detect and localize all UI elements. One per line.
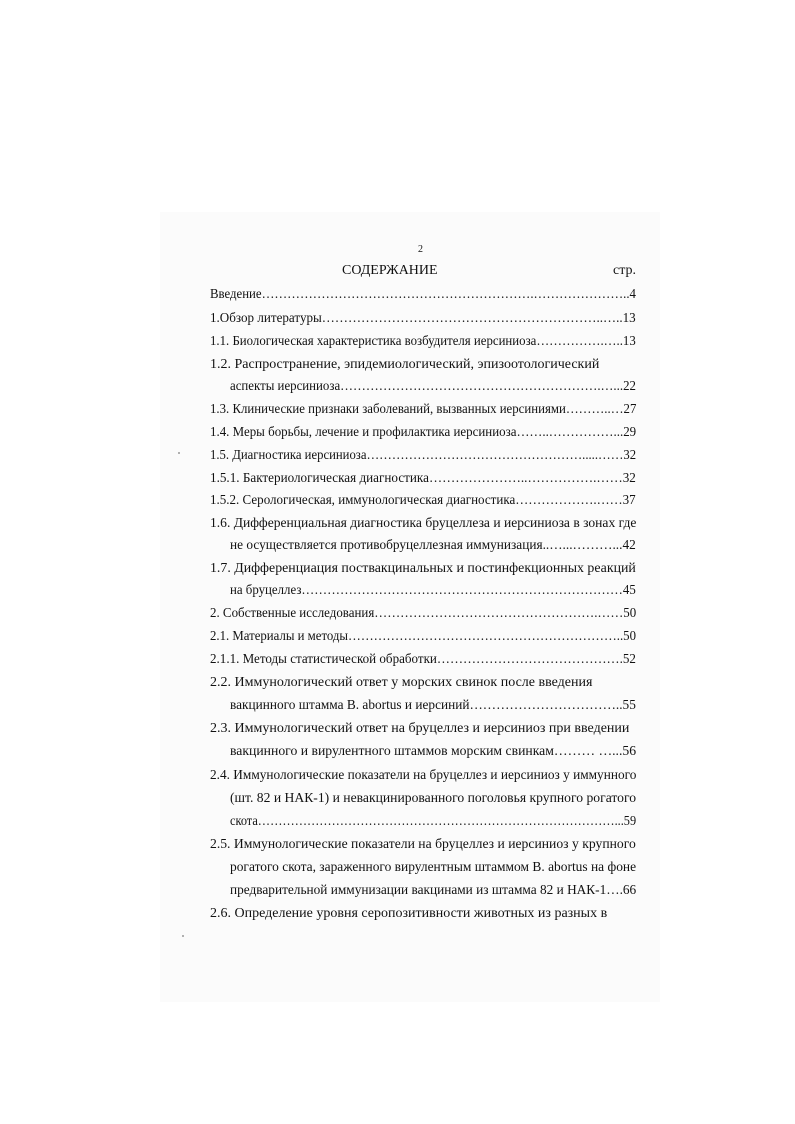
toc-entry-1-6: 1.6. Дифференциальная диагностика бруцеллеза и иерсиниоза в зонах где [210, 516, 637, 531]
toc-entry-2-6: 2.6. Определение уровня серопозитивности животных из разных в [210, 906, 608, 921]
toc-entry-2-3: 2.3. Иммунологический ответ на бруцеллез и иерсиниоз при введении [210, 721, 630, 736]
toc-entry-2-4: 2.4. Иммунологические показатели на бруцеллез и иерсиниоз у иммунного [210, 768, 637, 783]
toc-entry-2-1: 2.1. Материалы и методы………………………………………………………..50 [210, 629, 636, 644]
toc-entry-2-5-cont-2: предварительной иммунизации вакцинами из штамма 82 и НАК-1….66 [230, 883, 637, 898]
scan-speck [178, 452, 180, 454]
toc-entry-2-2: 2.2. Иммунологический ответ у морских свинок после введения [210, 675, 593, 690]
toc-entry-1-7: 1.7. Дифференциация поствакцинальных и постинфекционных реакций [210, 561, 636, 576]
toc-entry-2-2-cont: вакцинного штамма B. abortus и иерсиний……………………………..55 [230, 698, 636, 713]
toc-entry-2-1-1: 2.1.1. Методы статистической обработки…………………………………….52 [210, 652, 636, 667]
toc-entry-1: 1.Обзор литературы………………………………………………………..…..13 [210, 311, 636, 326]
toc-entry-2: 2. Собственные исследования…………………………………………….……50 [210, 606, 637, 621]
toc-entry-1-4: 1.4. Меры борьбы, лечение и профилактика иерсиниоза……..……………...29 [210, 425, 637, 440]
toc-entry-1-3: 1.3. Клинические признаки заболеваний, вызванных иерсиниями………..…27 [210, 402, 637, 417]
toc-entry-2-5-cont-1: рогатого скота, зараженного вирулентным штаммом B. abortus на фоне [230, 860, 637, 875]
toc-entry-introduction: Введение……………………………………………………….…………………..4 [210, 287, 636, 302]
page-column-label: стр. [613, 263, 637, 278]
toc-entry-1-6-cont: не осуществляется противобруцеллезная иммунизация..…...………...42 [230, 538, 636, 553]
toc-title: СОДЕРЖАНИЕ [342, 263, 438, 278]
toc-entry-1-5-1: 1.5.1. Бактериологическая диагностика…………………..…………….……32 [210, 471, 636, 486]
scan-speck [182, 935, 184, 937]
page-number: 2 [418, 244, 423, 255]
toc-entry-2-5: 2.5. Иммунологические показатели на бруцеллез и иерсиниоз у крупного [210, 837, 636, 852]
toc-entry-1-5: 1.5. Диагностика иерсиниоза…………………………………………….....……32 [210, 448, 637, 463]
toc-entry-1-2: 1.2. Распространение, эпидемиологический, эпизоотологический [210, 357, 600, 372]
toc-entry-1-7-cont: на бруцеллез…………………………………………………………………45 [230, 583, 636, 598]
toc-entry-1-2-cont: аспекты иерсиниоза…………………………………………………….…...22 [230, 379, 636, 394]
toc-entry-2-3-cont: вакцинного и вирулентного штаммов морским свинкам……… …...56 [230, 744, 637, 759]
toc-entry-2-4-cont-2: скота……………………………………………………………………………...59 [230, 814, 637, 829]
toc-entry-1-1: 1.1. Биологическая характеристика возбудителя иерсиниоза…………….…..13 [210, 334, 636, 349]
toc-entry-1-5-2: 1.5.2. Серологическая, иммунологическая диагностика……………….……37 [210, 493, 636, 508]
toc-entry-2-4-cont-1: (шт. 82 и НАК-1) и невакцинированного поголовья крупного рогатого [230, 791, 637, 806]
